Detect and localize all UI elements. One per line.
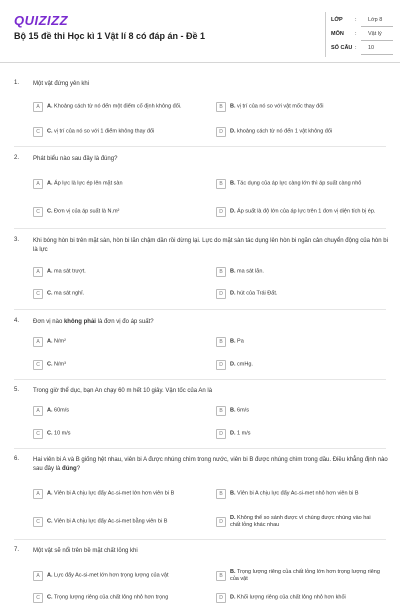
option-letter: A [33,337,43,347]
option-text: Khối lượng riêng của chất lỏng nhỏ hơn khối [237,594,346,601]
q2-option-b[interactable]: B B. Tác dụng của áp lực càng lớn thì áp suất càng nhỏ [216,175,384,193]
option-letter: B [216,267,226,277]
question-emphasis: không phải [63,319,96,325]
option-letter: A [33,179,43,189]
question-divider [14,228,386,229]
option-letter: A [33,571,43,581]
meta-class-value: Lớp 8 [368,17,383,23]
option-letter: A [33,489,43,499]
q1-option-d[interactable]: D D. khoảng cách từ nó đến 1 vật không đổi [216,123,384,141]
option-letter: B [216,102,226,112]
q7-option-d[interactable]: D D. Khối lượng riêng của chất lỏng nhỏ hơn khối [216,589,384,607]
q5-option-d[interactable]: D D. 1 m/s [216,425,384,443]
option-letter: B [216,489,226,499]
option-text: vị trí của nó so với vật mốc thay đổi [237,103,324,110]
question-number: 5. [14,387,20,393]
q3-option-b[interactable]: B B. ma sát lăn. [216,263,384,281]
q1-option-a[interactable]: A A. Khoảng cách từ nó đến một điểm cố định không đổi. [33,98,201,116]
option-text: 60m/s [54,407,70,414]
option-text: Trọng lượng riêng của chất lỏng lớn hơn trọng lượng riêng của vật [230,569,380,582]
option-text: Không thể so sánh được vì chúng được nhúng vào hai chất lỏng khác nhau [230,515,371,528]
option-letter: C [33,517,43,527]
q7-option-a[interactable]: A A. Lực đẩy Ac-si-met lớn hơn trọng lượng của vật [33,567,201,585]
header-divider [0,62,400,63]
option-text: ma sát trượt. [54,268,86,275]
option-letter: B [216,406,226,416]
option-text: Viên bi A chịu lực đẩy Ac-si-met nhỏ hơn viên bi B [237,490,359,497]
option-text: Khoảng cách từ nó đến một điểm cố định không đổi. [54,103,182,110]
question-divider [14,539,386,540]
option-text: 1 m/s [237,430,251,437]
option-text: 6m/s [237,407,249,414]
worksheet-title: Bộ 15 đề thi Học kì 1 Vật lí 8 có đáp án - Đề 1 [14,31,206,41]
option-text: 10 m/s [54,430,71,437]
option-text: khoảng cách từ nó đến 1 vật không đổi [237,128,333,135]
option-letter: C [33,289,43,299]
option-letter: B [216,571,226,581]
option-text: ma sát nghỉ. [54,290,84,297]
q6-option-a[interactable]: A A. Viên bi A chịu lực đẩy Ac-si-met lớn hơn viên bi B [33,485,201,503]
option-letter: D [216,289,226,299]
option-letter: D [216,207,226,217]
q1-option-b[interactable]: B B. vị trí của nó so với vật mốc thay đổi [216,98,384,116]
question-text: Khi bóng hòn bi trên mặt sàn, hòn bi lăn chậm dần rồi dừng lại. Lực do mặt sàn tác dụng lên hòn bi ngăn cản chuyển động của hòn bi là lực [33,238,388,253]
option-text: cmHg. [237,361,253,368]
q6-option-b[interactable]: B B. Viên bi A chịu lực đẩy Ac-si-met nhỏ hơn viên bi B [216,485,384,503]
question-number: 1. [14,80,20,86]
option-letter: D [216,429,226,439]
option-text: Pa [237,338,244,345]
q6-option-c[interactable]: C C. Viên bi A chịu lực đẩy Ac-si-met bằng viên bi B [33,513,201,531]
q4-option-c[interactable]: C C. N/m³ [33,356,201,374]
option-text: Áp lực là lực ép lên mặt sàn [54,180,123,187]
question-divider [14,309,386,310]
question-text: Một vật đứng yên khi [33,81,90,87]
question-text: Hai viên bi A và B giống hệt nhau, viên bi A được nhúng chìm trong nước, viên bi B được nhúng chìm trong dầu. Điều khẳng định nào sau đây là đúng? [33,457,388,472]
option-text: Viên bi A chịu lực đẩy Ac-si-met bằng viên bi B [54,518,168,525]
option-text: ma sát lăn. [237,268,264,275]
meta-divider [325,12,326,57]
q3-option-a[interactable]: A A. ma sát trượt. [33,263,201,281]
q1-option-c[interactable]: C C. vị trí của nó so với 1 điểm không thay đổi [33,123,201,141]
q2-option-d[interactable]: D D. Áp suất là độ lớn của áp lực trên 1 đơn vị diện tích bị ép. [216,203,384,221]
option-letter: C [33,360,43,370]
option-letter: A [33,102,43,112]
question-text: Phát biểu nào sau đây là đúng? [33,156,118,162]
question-divider [14,448,386,449]
option-text: Tác dụng của áp lực càng lớn thì áp suất càng nhỏ [236,180,362,187]
question-number: 6. [14,456,20,462]
q3-option-d[interactable]: D D. hút của Trái Đất. [216,285,384,303]
option-text: Trọng lượng riêng của chất lỏng nhỏ hơn trọng [53,594,169,601]
option-letter: B [216,179,226,189]
q5-option-c[interactable]: C C. 10 m/s [33,425,201,443]
option-letter: C [33,127,43,137]
question-number: 7. [14,547,20,553]
q4-option-d[interactable]: D D. cmHg. [216,356,384,374]
option-letter: D [216,593,226,603]
option-letter: A [33,267,43,277]
option-text: Đơn vị của áp suất là N.m² [54,208,120,215]
question-emphasis: đúng [62,466,77,472]
meta-subject-label: MÔN [331,31,344,37]
option-letter: D [216,360,226,370]
question-number: 3. [14,237,20,243]
q5-option-b[interactable]: B B. 6m/s [216,402,384,420]
option-text: N/m³ [54,361,66,368]
worksheet-header: QUIZIZZ Bộ 15 đề thi Học kì 1 Vật lí 8 có đáp án - Đề 1 LỚP : Lớp 8 MÔN : Vật lý SỐ CÂU : 10 [0,0,400,62]
question-number: 4. [14,318,20,324]
option-letter: D [216,127,226,137]
meta-count-label: SỐ CÂU [331,45,353,51]
quizizz-logo: QUIZIZZ [14,13,69,28]
option-letter: C [33,207,43,217]
q4-option-b[interactable]: B B. Pa [216,333,384,351]
question-text: Trong giờ thể dục, bạn An chạy 60 m hết 10 giây. Vận tốc của An là [33,388,213,394]
question-divider [14,379,386,380]
question-text: Một vật sẽ nổi trên bề mặt chất lỏng khi [33,548,138,554]
option-text: Áp suất là độ lớn của áp lực trên 1 đơn vị diện tích bị ép. [237,208,376,215]
option-letter: C [33,429,43,439]
option-text: Lực đẩy Ac-si-met lớn hơn trọng lượng của vật [54,572,169,579]
q4-option-a[interactable]: A A. N/m² [33,333,201,351]
option-text: Viên bi A chịu lực đẩy Ac-si-met lớn hơn viên bi B [54,490,175,497]
q5-option-a[interactable]: A A. 60m/s [33,402,201,420]
q6-option-d[interactable]: D D. Không thể so sánh được vì chúng được nhúng vào hai chất lỏng khác nhau [216,513,384,531]
question-text: Đơn vị nào không phải là đơn vị đo áp suất? [33,319,154,325]
option-letter: B [216,337,226,347]
meta-subject-value: Vật lý [368,31,382,37]
meta-class-label: LỚP [331,17,343,23]
q2-option-a[interactable]: A A. Áp lực là lực ép lên mặt sàn [33,175,201,193]
question-divider [14,146,386,147]
option-text: N/m² [54,338,66,345]
q7-option-b[interactable]: B B. Trọng lượng riêng của chất lỏng lớn hơn trọng lượng riêng của vật [216,567,384,585]
option-text: vị trí của nó so với 1 điểm không thay đổi [54,128,155,135]
q7-option-c[interactable]: C C. Trọng lượng riêng của chất lỏng nhỏ hơn trọng [33,589,201,607]
option-letter: D [216,517,226,527]
q2-option-c[interactable]: C C. Đơn vị của áp suất là N.m² [33,203,201,221]
q3-option-c[interactable]: C C. ma sát nghỉ. [33,285,201,303]
option-letter: C [33,593,43,603]
question-number: 2. [14,155,20,161]
option-text: hút của Trái Đất. [237,290,278,297]
option-letter: A [33,406,43,416]
meta-count-value: 10 [368,45,375,51]
